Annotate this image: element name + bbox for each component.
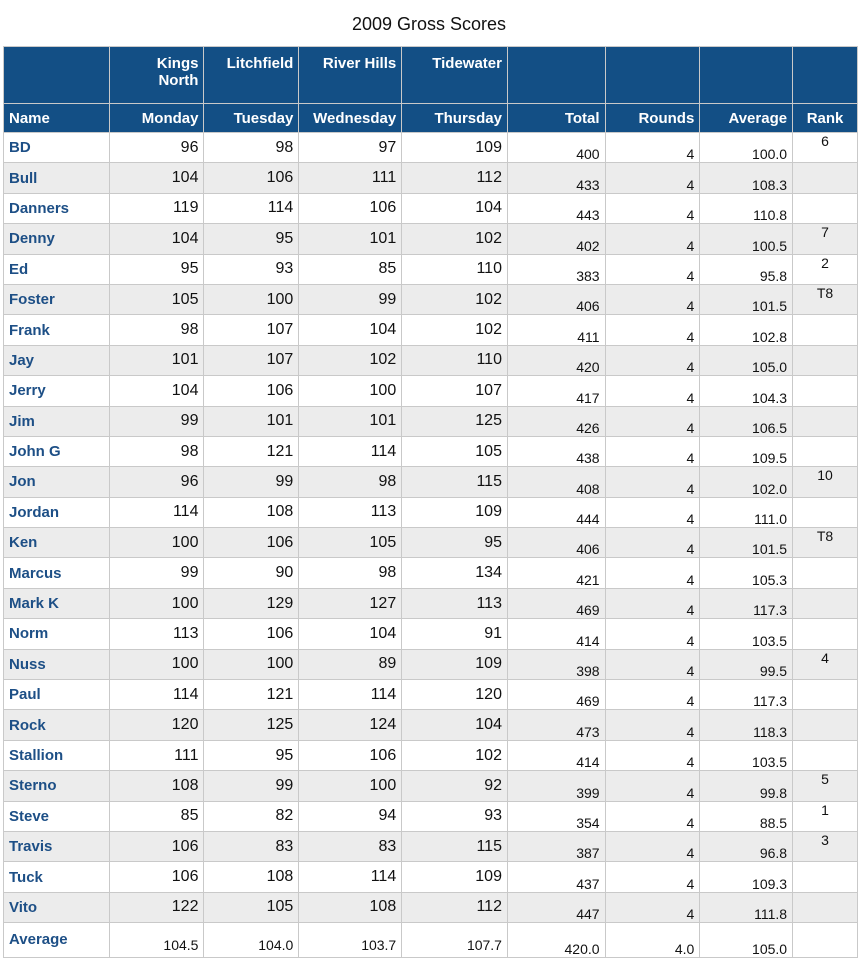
table-row (4, 862, 858, 892)
rank-cell (793, 862, 858, 892)
average-cell: 109.3 (700, 862, 793, 892)
score-thursday: 107 (402, 376, 508, 406)
rank-cell (793, 315, 858, 345)
total-cell: 414 (507, 619, 605, 649)
score-monday: 100 (109, 528, 204, 558)
player-name: Ed (4, 254, 110, 284)
score-monday: 101 (109, 345, 204, 375)
score-monday: 96 (109, 467, 204, 497)
score-monday: 100 (109, 588, 204, 618)
total-cell: 426 (507, 406, 605, 436)
rank-cell: 5 (793, 771, 858, 801)
total-cell: 354 (507, 801, 605, 831)
player-name: Average (4, 923, 110, 957)
score-wednesday: 99 (299, 284, 402, 314)
rank-cell (793, 923, 858, 957)
score-wednesday: 85 (299, 254, 402, 284)
total-cell: 421 (507, 558, 605, 588)
player-name: Marcus (4, 558, 110, 588)
score-tuesday: 82 (204, 801, 299, 831)
score-thursday: 109 (402, 133, 508, 163)
rank-cell: T8 (793, 528, 858, 558)
score-monday: 120 (109, 710, 204, 740)
player-name: BD (4, 133, 110, 163)
rounds-cell: 4 (605, 467, 700, 497)
rounds-cell: 4 (605, 436, 700, 466)
name-header: Name (4, 104, 110, 133)
player-name: Denny (4, 224, 110, 254)
course-header: Tidewater (402, 47, 508, 104)
average-row (4, 923, 858, 957)
score-monday: 114 (109, 497, 204, 527)
score-tuesday: 83 (204, 831, 299, 861)
score-wednesday: 100 (299, 771, 402, 801)
player-name: Danners (4, 193, 110, 223)
rounds-cell: 4 (605, 710, 700, 740)
average-cell: 109.5 (700, 436, 793, 466)
score-wednesday: 89 (299, 649, 402, 679)
table-row (4, 467, 858, 497)
rank-cell: T8 (793, 284, 858, 314)
player-name: Jay (4, 345, 110, 375)
score-monday: 95 (109, 254, 204, 284)
score-tuesday: 105 (204, 892, 299, 922)
table-row (4, 588, 858, 618)
total-cell: 406 (507, 284, 605, 314)
rank-cell: 6 (793, 133, 858, 163)
score-tuesday: 106 (204, 619, 299, 649)
rounds-cell: 4 (605, 680, 700, 710)
score-tuesday: 108 (204, 497, 299, 527)
average-cell: 105.3 (700, 558, 793, 588)
header-blank (793, 47, 858, 104)
score-monday: 99 (109, 406, 204, 436)
score-tuesday: 106 (204, 376, 299, 406)
rank-cell (793, 436, 858, 466)
header-blank (605, 47, 700, 104)
rounds-cell: 4 (605, 528, 700, 558)
score-tuesday: 121 (204, 436, 299, 466)
rounds-cell: 4 (605, 254, 700, 284)
day-header: Tuesday (204, 104, 299, 133)
total-cell: 399 (507, 771, 605, 801)
score-tuesday: 101 (204, 406, 299, 436)
score-thursday: 91 (402, 619, 508, 649)
average-cell: 111.8 (700, 892, 793, 922)
score-thursday: 115 (402, 831, 508, 861)
score-wednesday: 98 (299, 558, 402, 588)
score-wednesday: 83 (299, 831, 402, 861)
average-cell: 106.5 (700, 406, 793, 436)
score-tuesday: 98 (204, 133, 299, 163)
total-cell: 406 (507, 528, 605, 558)
score-thursday: 102 (402, 315, 508, 345)
rounds-cell: 4 (605, 740, 700, 770)
player-name: Vito (4, 892, 110, 922)
score-wednesday: 98 (299, 467, 402, 497)
total-cell: 387 (507, 831, 605, 861)
score-monday: 111 (109, 740, 204, 770)
score-tuesday: 99 (204, 467, 299, 497)
score-tuesday: 106 (204, 163, 299, 193)
score-monday: 85 (109, 801, 204, 831)
table-row (4, 193, 858, 223)
rounds-cell: 4 (605, 892, 700, 922)
score-tuesday: 104.0 (204, 923, 299, 957)
average-cell: 101.5 (700, 528, 793, 558)
total-cell: 383 (507, 254, 605, 284)
score-thursday: 95 (402, 528, 508, 558)
score-thursday: 102 (402, 284, 508, 314)
rounds-cell: 4.0 (605, 923, 700, 957)
score-tuesday: 129 (204, 588, 299, 618)
score-thursday: 102 (402, 224, 508, 254)
rank-header: Rank (793, 104, 858, 133)
score-wednesday: 106 (299, 193, 402, 223)
average-cell: 103.5 (700, 619, 793, 649)
score-thursday: 93 (402, 801, 508, 831)
score-wednesday: 97 (299, 133, 402, 163)
score-thursday: 107.7 (402, 923, 508, 957)
rounds-cell: 4 (605, 345, 700, 375)
score-tuesday: 106 (204, 528, 299, 558)
score-wednesday: 114 (299, 862, 402, 892)
player-name: Jerry (4, 376, 110, 406)
course-header: Litchfield (204, 47, 299, 104)
rank-cell (793, 163, 858, 193)
rank-cell (793, 193, 858, 223)
score-tuesday: 100 (204, 284, 299, 314)
total-cell: 437 (507, 862, 605, 892)
average-cell: 100.5 (700, 224, 793, 254)
total-cell: 402 (507, 224, 605, 254)
table-row (4, 254, 858, 284)
rank-cell (793, 710, 858, 740)
player-name: Nuss (4, 649, 110, 679)
score-wednesday: 106 (299, 740, 402, 770)
score-tuesday: 95 (204, 224, 299, 254)
rounds-cell: 4 (605, 376, 700, 406)
table-row (4, 133, 858, 163)
rank-cell (793, 740, 858, 770)
course-header-row (4, 47, 858, 104)
average-cell: 110.8 (700, 193, 793, 223)
player-name: Steve (4, 801, 110, 831)
table-row (4, 649, 858, 679)
total-cell: 447 (507, 892, 605, 922)
player-name: Ken (4, 528, 110, 558)
table-row (4, 163, 858, 193)
total-header: Total (507, 104, 605, 133)
table-row (4, 497, 858, 527)
average-cell: 103.5 (700, 740, 793, 770)
score-tuesday: 108 (204, 862, 299, 892)
day-header: Monday (109, 104, 204, 133)
rank-cell (793, 497, 858, 527)
rounds-cell: 4 (605, 406, 700, 436)
rank-cell (793, 406, 858, 436)
score-tuesday: 95 (204, 740, 299, 770)
player-name: Jon (4, 467, 110, 497)
table-row (4, 315, 858, 345)
score-thursday: 120 (402, 680, 508, 710)
total-cell: 438 (507, 436, 605, 466)
rank-cell (793, 892, 858, 922)
player-name: Frank (4, 315, 110, 345)
average-cell: 104.3 (700, 376, 793, 406)
average-cell: 88.5 (700, 801, 793, 831)
player-name: Paul (4, 680, 110, 710)
score-tuesday: 107 (204, 345, 299, 375)
header-blank (507, 47, 605, 104)
player-name: John G (4, 436, 110, 466)
score-thursday: 112 (402, 892, 508, 922)
player-name: Foster (4, 284, 110, 314)
average-cell: 100.0 (700, 133, 793, 163)
rounds-header: Rounds (605, 104, 700, 133)
score-monday: 98 (109, 315, 204, 345)
rounds-cell: 4 (605, 771, 700, 801)
score-tuesday: 90 (204, 558, 299, 588)
course-header: Kings North (109, 47, 204, 104)
score-monday: 104 (109, 376, 204, 406)
total-cell: 469 (507, 588, 605, 618)
player-name: Norm (4, 619, 110, 649)
rank-cell: 10 (793, 467, 858, 497)
total-cell: 443 (507, 193, 605, 223)
score-thursday: 104 (402, 193, 508, 223)
score-monday: 108 (109, 771, 204, 801)
average-cell: 102.8 (700, 315, 793, 345)
total-cell: 473 (507, 710, 605, 740)
score-thursday: 113 (402, 588, 508, 618)
average-cell: 95.8 (700, 254, 793, 284)
player-name: Bull (4, 163, 110, 193)
score-wednesday: 104 (299, 315, 402, 345)
scores-table (3, 46, 858, 958)
rounds-cell: 4 (605, 133, 700, 163)
table-row (4, 345, 858, 375)
score-wednesday: 100 (299, 376, 402, 406)
score-thursday: 134 (402, 558, 508, 588)
rounds-cell: 4 (605, 619, 700, 649)
score-wednesday: 113 (299, 497, 402, 527)
average-cell: 117.3 (700, 588, 793, 618)
score-tuesday: 100 (204, 649, 299, 679)
table-row (4, 284, 858, 314)
player-name: Sterno (4, 771, 110, 801)
table-row (4, 558, 858, 588)
total-cell: 398 (507, 649, 605, 679)
player-name: Stallion (4, 740, 110, 770)
rounds-cell: 4 (605, 497, 700, 527)
table-row (4, 619, 858, 649)
player-name: Tuck (4, 862, 110, 892)
score-monday: 105 (109, 284, 204, 314)
score-monday: 96 (109, 133, 204, 163)
score-thursday: 110 (402, 254, 508, 284)
score-thursday: 104 (402, 710, 508, 740)
score-tuesday: 114 (204, 193, 299, 223)
table-row (4, 224, 858, 254)
average-cell: 96.8 (700, 831, 793, 861)
score-tuesday: 125 (204, 710, 299, 740)
average-cell: 117.3 (700, 680, 793, 710)
average-cell: 99.5 (700, 649, 793, 679)
score-thursday: 109 (402, 862, 508, 892)
rounds-cell: 4 (605, 862, 700, 892)
rounds-cell: 4 (605, 831, 700, 861)
average-cell: 108.3 (700, 163, 793, 193)
rounds-cell: 4 (605, 801, 700, 831)
score-thursday: 92 (402, 771, 508, 801)
player-name: Travis (4, 831, 110, 861)
score-monday: 114 (109, 680, 204, 710)
average-header: Average (700, 104, 793, 133)
rank-cell (793, 619, 858, 649)
total-cell: 420 (507, 345, 605, 375)
score-thursday: 112 (402, 163, 508, 193)
score-wednesday: 104 (299, 619, 402, 649)
score-wednesday: 114 (299, 680, 402, 710)
player-name: Rock (4, 710, 110, 740)
rank-cell (793, 376, 858, 406)
average-cell: 102.0 (700, 467, 793, 497)
score-wednesday: 108 (299, 892, 402, 922)
course-header: River Hills (299, 47, 402, 104)
score-monday: 104 (109, 224, 204, 254)
score-tuesday: 121 (204, 680, 299, 710)
total-cell: 400 (507, 133, 605, 163)
score-monday: 104.5 (109, 923, 204, 957)
score-thursday: 102 (402, 740, 508, 770)
score-wednesday: 124 (299, 710, 402, 740)
score-wednesday: 114 (299, 436, 402, 466)
table-row (4, 771, 858, 801)
score-monday: 113 (109, 619, 204, 649)
table-row (4, 436, 858, 466)
table-row (4, 710, 858, 740)
table-row (4, 892, 858, 922)
rank-cell: 1 (793, 801, 858, 831)
score-thursday: 110 (402, 345, 508, 375)
table-row (4, 376, 858, 406)
score-wednesday: 101 (299, 224, 402, 254)
rounds-cell: 4 (605, 284, 700, 314)
player-name: Jordan (4, 497, 110, 527)
rank-cell: 2 (793, 254, 858, 284)
total-cell: 414 (507, 740, 605, 770)
score-wednesday: 94 (299, 801, 402, 831)
score-thursday: 109 (402, 649, 508, 679)
table-row (4, 680, 858, 710)
total-cell: 417 (507, 376, 605, 406)
rank-cell: 4 (793, 649, 858, 679)
rounds-cell: 4 (605, 649, 700, 679)
score-thursday: 115 (402, 467, 508, 497)
rounds-cell: 4 (605, 588, 700, 618)
average-cell: 105.0 (700, 923, 793, 957)
average-cell: 111.0 (700, 497, 793, 527)
total-cell: 433 (507, 163, 605, 193)
rounds-cell: 4 (605, 224, 700, 254)
player-name: Jim (4, 406, 110, 436)
rounds-cell: 4 (605, 558, 700, 588)
table-row (4, 740, 858, 770)
score-thursday: 109 (402, 497, 508, 527)
score-monday: 99 (109, 558, 204, 588)
rank-cell: 7 (793, 224, 858, 254)
table-row (4, 406, 858, 436)
average-cell: 118.3 (700, 710, 793, 740)
total-cell: 420.0 (507, 923, 605, 957)
total-cell: 444 (507, 497, 605, 527)
table-row (4, 528, 858, 558)
score-wednesday: 105 (299, 528, 402, 558)
page-title: 2009 Gross Scores (351, 14, 507, 34)
rounds-cell: 4 (605, 193, 700, 223)
score-thursday: 125 (402, 406, 508, 436)
score-monday: 106 (109, 831, 204, 861)
player-name: Mark K (4, 588, 110, 618)
score-monday: 119 (109, 193, 204, 223)
score-monday: 122 (109, 892, 204, 922)
rank-cell (793, 345, 858, 375)
score-tuesday: 107 (204, 315, 299, 345)
score-tuesday: 93 (204, 254, 299, 284)
header-blank (700, 47, 793, 104)
total-cell: 408 (507, 467, 605, 497)
table-row (4, 831, 858, 861)
score-monday: 98 (109, 436, 204, 466)
rank-cell (793, 680, 858, 710)
score-monday: 104 (109, 163, 204, 193)
average-cell: 105.0 (700, 345, 793, 375)
score-wednesday: 127 (299, 588, 402, 618)
score-wednesday: 103.7 (299, 923, 402, 957)
rounds-cell: 4 (605, 163, 700, 193)
score-thursday: 105 (402, 436, 508, 466)
table-row (4, 801, 858, 831)
score-monday: 100 (109, 649, 204, 679)
day-header: Wednesday (299, 104, 402, 133)
rank-cell: 3 (793, 831, 858, 861)
column-header-row (4, 104, 858, 133)
average-cell: 101.5 (700, 284, 793, 314)
header-blank (4, 47, 110, 104)
score-wednesday: 111 (299, 163, 402, 193)
score-tuesday: 99 (204, 771, 299, 801)
day-header: Thursday (402, 104, 508, 133)
score-wednesday: 102 (299, 345, 402, 375)
rank-cell (793, 588, 858, 618)
total-cell: 411 (507, 315, 605, 345)
total-cell: 469 (507, 680, 605, 710)
score-wednesday: 101 (299, 406, 402, 436)
rounds-cell: 4 (605, 315, 700, 345)
rank-cell (793, 558, 858, 588)
score-monday: 106 (109, 862, 204, 892)
average-cell: 99.8 (700, 771, 793, 801)
